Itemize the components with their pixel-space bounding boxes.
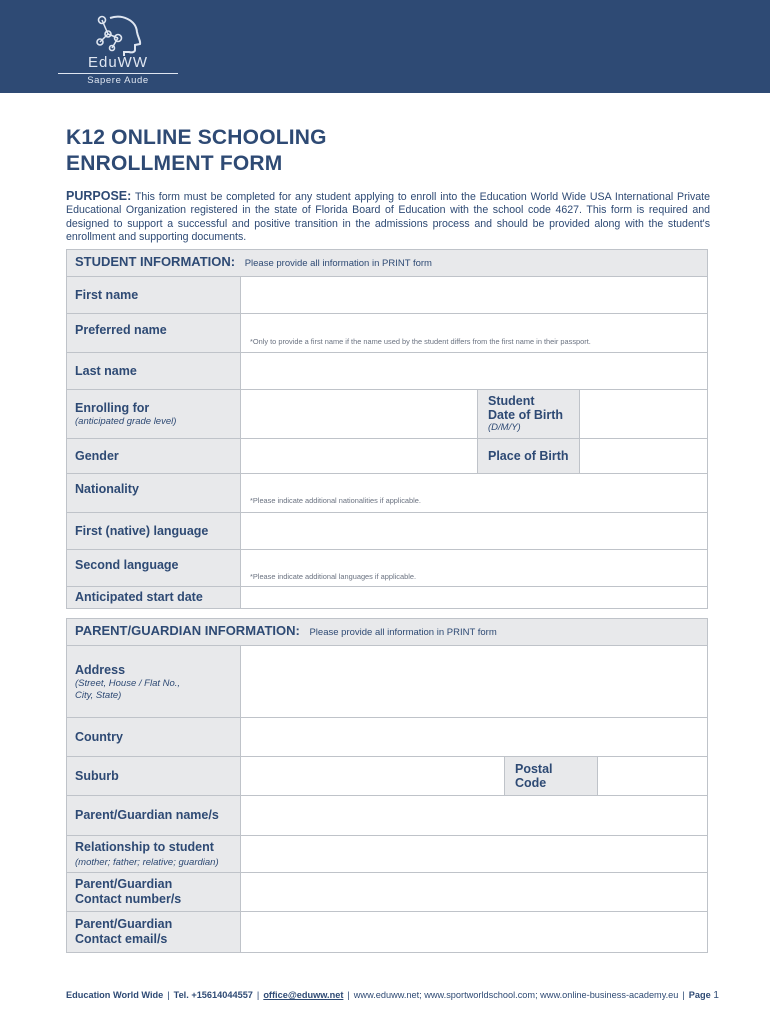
label-text: Place of Birth (488, 449, 569, 463)
label-text: Country (75, 729, 123, 744)
preferred-name-field[interactable] (241, 314, 707, 352)
nationality-hint: *Please indicate additional nationalities if applicable. (250, 496, 421, 505)
label-subtext: City, State) (75, 689, 122, 701)
parent-section-note: Please provide all information in PRINT form (309, 627, 497, 638)
start-date-label (67, 587, 241, 608)
title-line-1: K12 ONLINE SCHOOLING (66, 126, 327, 149)
last-name-field[interactable] (241, 353, 707, 389)
label-text: Address (75, 663, 126, 677)
nationality-label (67, 474, 241, 512)
address-label (67, 646, 241, 717)
preferred-name-hint: *Only to provide a first name if the name used by the student differs from the first name in their passport. (250, 337, 591, 346)
date-of-birth-label (477, 390, 580, 438)
section-heading (67, 619, 707, 646)
row-address (67, 646, 707, 718)
row-contact-numbers (67, 873, 707, 912)
contact-email-field[interactable] (241, 912, 707, 952)
suburb-field[interactable] (241, 757, 502, 795)
label-text: Suburb (75, 768, 119, 783)
parent-section-title: PARENT/GUARDIAN INFORMATION: (75, 623, 300, 638)
nationality-field[interactable] (241, 474, 707, 512)
preferred-name-label (67, 314, 241, 352)
row-second-language (67, 550, 707, 587)
label-text: Second language (75, 558, 179, 572)
second-language-label (67, 550, 241, 586)
enrolling-for-label (67, 390, 241, 438)
label-text: Student (488, 394, 535, 408)
label-text: Anticipated start date (75, 590, 203, 604)
start-date-field[interactable] (241, 587, 707, 608)
label-text: Gender (75, 448, 119, 463)
label-text: Nationality (75, 482, 139, 496)
title-line-2: ENROLLMENT FORM (66, 152, 283, 175)
logo-divider (58, 73, 178, 74)
row-suburb-postal (67, 757, 707, 796)
parent-guardian-section (66, 618, 708, 953)
label-text: Parent/Guardian (75, 917, 173, 931)
footer-separator: | (347, 990, 350, 1000)
footer-org: Education World Wide (66, 990, 164, 1000)
row-first-name (67, 277, 707, 314)
label-text: Contact email/s (75, 932, 168, 946)
first-language-field[interactable] (241, 513, 707, 549)
purpose-label: PURPOSE: (66, 189, 132, 203)
relationship-label (67, 836, 241, 872)
postal-code-label (504, 757, 598, 795)
footer-websites[interactable]: www.eduww.net; www.sportworldschool.com; www.online-business-academy.eu (353, 990, 679, 1000)
place-of-birth-label (477, 439, 580, 473)
label-text: Parent/Guardian name/s (75, 808, 219, 822)
label-text: Last name (75, 363, 137, 378)
student-section-note: Please provide all information in PRINT form (244, 258, 432, 269)
row-country (67, 718, 707, 757)
address-field[interactable] (241, 646, 707, 717)
student-information-section (66, 249, 708, 609)
row-start-date (67, 587, 707, 608)
footer-separator: | (167, 990, 170, 1000)
logo-name: EduWW (87, 54, 148, 71)
header-banner (0, 0, 770, 93)
row-nationality (67, 474, 707, 513)
row-enrolling-dob (67, 390, 707, 439)
date-of-birth-field[interactable] (580, 390, 707, 438)
section-heading (67, 250, 707, 277)
country-field[interactable] (241, 718, 707, 756)
row-preferred-name (67, 314, 707, 353)
purpose-paragraph (66, 190, 710, 244)
contact-email-label (67, 912, 241, 952)
footer-separator: | (256, 990, 260, 1000)
guardian-names-label (67, 796, 241, 835)
label-subtext: (D/M/Y) (488, 422, 521, 433)
contact-numbers-field[interactable] (241, 873, 707, 911)
suburb-label (67, 757, 241, 795)
relationship-field[interactable] (241, 836, 707, 872)
student-section-title: STUDENT INFORMATION: (75, 254, 236, 269)
contact-numbers-label (67, 873, 241, 911)
row-contact-email (67, 912, 707, 952)
logo-tagline: Sapere Aude (87, 75, 149, 86)
guardian-names-field[interactable] (241, 796, 707, 835)
label-text: Enrolling for (75, 400, 150, 415)
country-label (67, 718, 241, 756)
row-guardian-names (67, 796, 707, 836)
gender-label (67, 439, 241, 473)
label-text: Date of Birth (488, 408, 563, 422)
footer-separator: | (682, 990, 685, 1000)
label-text: Postal Code (515, 762, 553, 790)
head-network-icon (88, 14, 148, 56)
label-text: First name (75, 287, 139, 302)
first-language-label (67, 513, 241, 549)
second-language-hint: *Please indicate additional languages if applicable. (250, 572, 416, 581)
first-name-label (67, 277, 241, 313)
row-gender-place (67, 439, 707, 474)
label-text: Contact number/s (75, 892, 182, 906)
row-relationship (67, 836, 707, 873)
row-first-language (67, 513, 707, 550)
eduww-logo (58, 14, 178, 86)
footer-email-link[interactable]: office@eduww.net (263, 990, 344, 1000)
label-text: Parent/Guardian (75, 877, 173, 891)
label-subtext: (anticipated grade level) (75, 415, 177, 427)
footer-page-number: 1 (713, 990, 719, 1001)
last-name-label (67, 353, 241, 389)
purpose-text: This form must be completed for any student applying to enroll into the Education World Wide USA International Private Educational Organization registered in the state of Florida Board of Education with the school code 4627. This form is required and designed to support a successful and positive transition in the admissions process and should be provided along with the student's enrollment and supporting documents. (66, 191, 710, 243)
label-text: Relationship to student (75, 839, 214, 854)
footer-tel: Tel. +15614044557 (173, 990, 253, 1000)
page-title (66, 125, 327, 177)
label-subtext: (mother; father; relative; guardian) (75, 856, 219, 868)
row-last-name (67, 353, 707, 390)
label-text: First (native) language (75, 523, 209, 538)
label-text: Preferred name (75, 323, 167, 337)
footer-page-label: Page (688, 990, 711, 1000)
postal-code-field[interactable] (598, 757, 707, 795)
label-subtext: (Street, House / Flat No., (75, 678, 181, 689)
first-name-field[interactable] (241, 277, 707, 313)
enrolling-for-field[interactable] (241, 390, 475, 438)
page-footer (66, 990, 719, 1001)
place-of-birth-field[interactable] (580, 439, 707, 473)
gender-field[interactable] (241, 439, 475, 473)
